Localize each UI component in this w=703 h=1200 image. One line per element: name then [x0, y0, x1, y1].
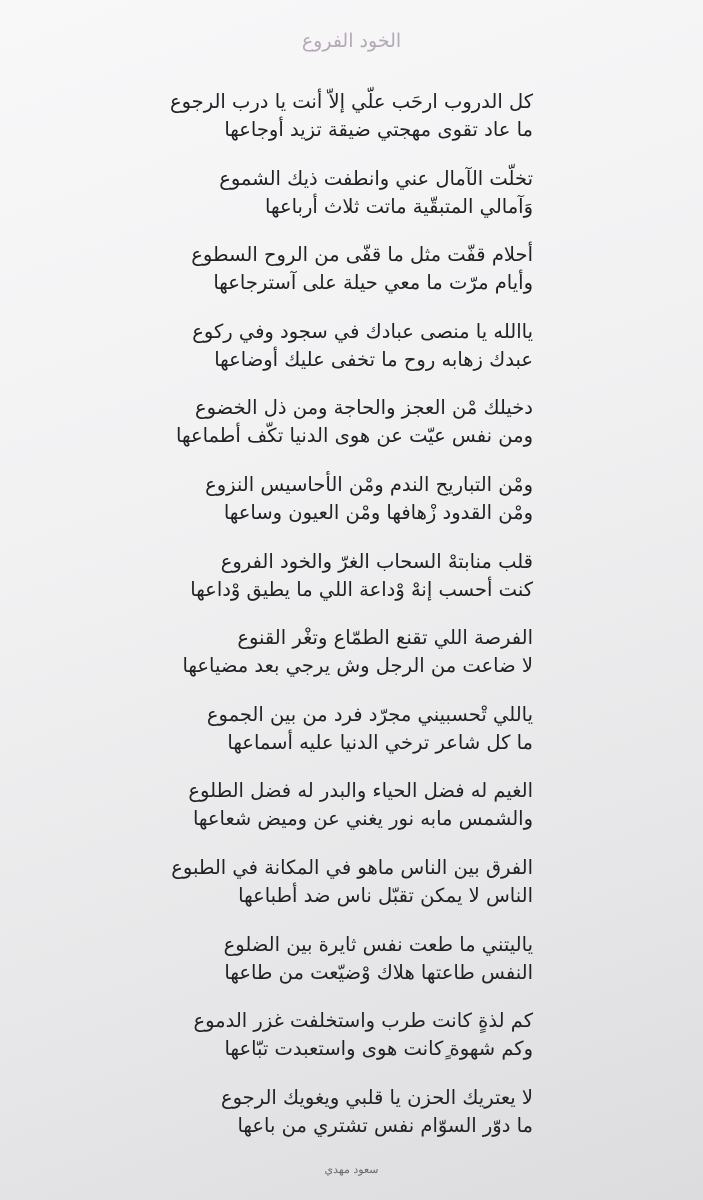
- verse-line: الغيم له فضل الحياء والبدر له فضل الطلوع: [188, 779, 533, 803]
- verse-line: أحلام قفّت مثل ما قفّى من الروح السطوع: [191, 243, 533, 267]
- verse-line: ياليتني ما طعت نفس ثايرة بين الضلوع: [223, 932, 533, 956]
- verse-line: ومْن القدود زْهافها ومْن العيون وساعها: [223, 500, 533, 524]
- verse-line: ياالله يا منصى عبادك في سجود وفي ركوع: [192, 319, 533, 343]
- verse-line: عبدك زهابه روح ما تخفى عليك أوضاعها: [214, 347, 533, 371]
- verse-line: وأيام مرّت ما معي حيلة على آسترجاعها: [213, 271, 533, 295]
- stanza: [93, 624, 533, 701]
- stanza: [93, 1084, 533, 1161]
- verse-line: ومن نفس عيّت عن هوى الدنيا تكّف أطماعها: [176, 424, 533, 448]
- poem-body: [93, 88, 533, 1160]
- verse-line: كم لذةٍ كانت طرب واستخلفت غزر الدموع: [193, 1009, 533, 1033]
- stanza: [93, 1007, 533, 1084]
- verse-line: والشمس مابه نور يغني عن وميض شعاعها: [192, 807, 533, 831]
- poet-signature: سعود مهدي: [324, 1163, 379, 1176]
- verse-line: كنت أحسب إنهْ وْداعة اللي ما يطيق وْداعها: [190, 577, 533, 601]
- poem-title: الخود الفروع: [301, 30, 402, 52]
- stanza: [93, 88, 533, 165]
- verse-line: قلب منابتهْ السحاب الغرّ والخود الفروع: [220, 549, 533, 573]
- stanza: [93, 854, 533, 931]
- verse-line: لا يعتريك الحزن يا قلبي ويغويك الرجوع: [220, 1085, 533, 1109]
- verse-line: ياللي تْحسبيني مجرّد فرد من بين الجموع: [206, 702, 533, 726]
- verse-line: الناس لا يمكن تقبّل ناس ضد أطباعها: [238, 883, 533, 907]
- verse-line: ما كل شاعر ترخي الدنيا عليه أسماعها: [227, 730, 533, 754]
- stanza: [93, 548, 533, 625]
- verse-line: وَآمالي المتبقّية ماتت ثلاث أرباعها: [265, 194, 533, 218]
- verse-line: ومْن التباريح الندم ومْن الأحاسيس النزوع: [205, 472, 533, 496]
- verse-line: الفرق بين الناس ماهو في المكانة في الطبوع: [171, 855, 533, 879]
- stanza: [93, 165, 533, 242]
- verse-line: تخلّت الآمال عني وانطفت ذيك الشموع: [219, 166, 533, 190]
- verse-line: لا ضاعت من الرجل وش يرجي بعد مضياعها: [182, 654, 533, 678]
- verse-line: النفس طاعتها هلاك وْضيّعت من طاعها: [224, 960, 533, 984]
- stanza: [93, 241, 533, 318]
- verse-line: كل الدروب ارحَب علّي إلاّ أنت يا درب الرجوع: [169, 90, 533, 113]
- verse-line: وكم شهوة ٍكانت هوى واستعبدت تبّاعها: [224, 1037, 533, 1061]
- verse-line: دخيلك مْن العجز والحاجة ومن ذل الخضوع: [194, 396, 533, 420]
- stanza: [93, 318, 533, 395]
- stanza: [93, 777, 533, 854]
- stanza: [93, 931, 533, 1008]
- stanza: [93, 394, 533, 471]
- verse-line: ما دوّر السوّام نفس تشتري من باعها: [237, 1113, 533, 1137]
- stanza: [93, 701, 533, 778]
- verse-line: ما عاد تقوى مهجتي ضيقة تزيد أوجاعها: [224, 118, 533, 141]
- verse-line: الفرصة اللي تقنع الطمّاع وتغْر القنوع: [237, 626, 533, 650]
- stanza: [93, 471, 533, 548]
